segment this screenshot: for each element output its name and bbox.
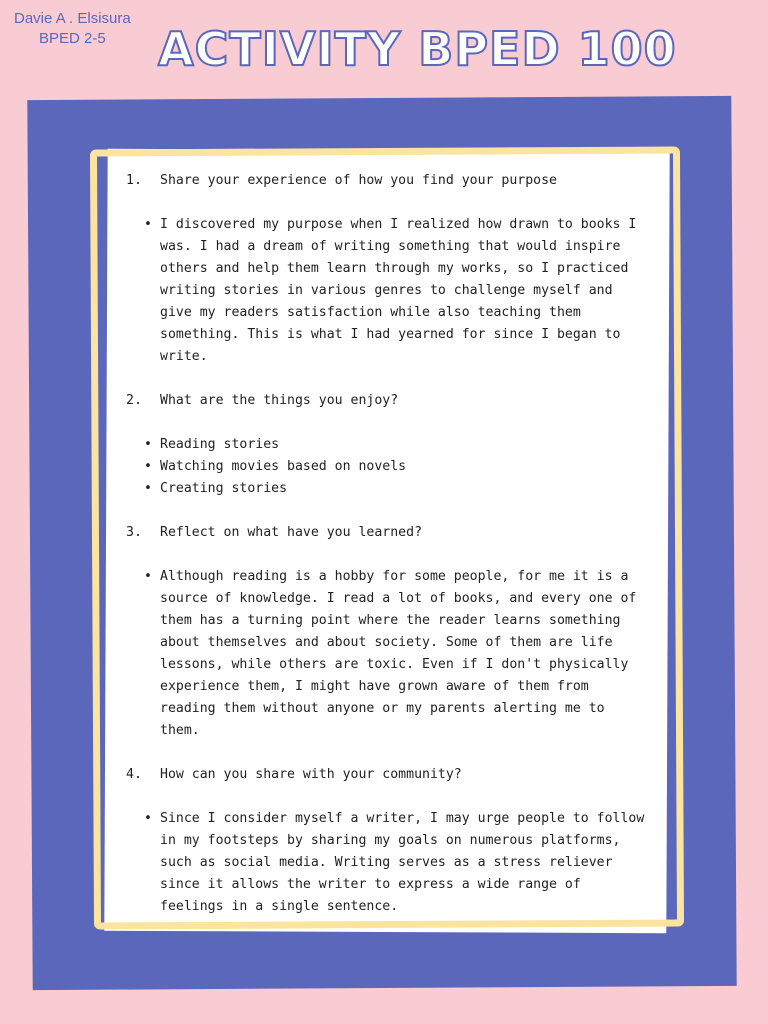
bullet-icon: • (144, 481, 152, 496)
question-number: 1. (126, 173, 142, 188)
bullet-icon: • (144, 459, 152, 474)
list-item (126, 808, 648, 918)
answer-list-3 (126, 566, 648, 742)
question-3 (126, 522, 648, 544)
answer-list-2 (126, 434, 648, 500)
author-section: BPED 2-5 (39, 30, 106, 47)
bullet-icon: • (144, 437, 152, 452)
list-item (126, 566, 648, 742)
list-item (126, 478, 648, 500)
bullet-icon: • (144, 569, 152, 584)
answer-text: Watching movies based on novels (160, 459, 407, 474)
question-text: Share your experience of how you find your purpose (160, 173, 557, 188)
question-4 (126, 764, 648, 786)
question-number: 3. (126, 525, 142, 540)
page-title: ACTIVITY BPED 100 (158, 22, 677, 76)
list-item (126, 434, 648, 456)
list-item (126, 214, 648, 368)
answer-text: Since I consider myself a writer, I may urge people to follow in my footsteps by sharing my goals on numerous platforms, such as social media. Writing serves as a stress reliever since it allows the writer to express a wide range of feelings in a single sentence. (160, 811, 645, 914)
question-number: 2. (126, 393, 142, 408)
list-item (126, 456, 648, 478)
question-2 (126, 390, 648, 412)
question-1 (126, 170, 648, 192)
answer-list-1 (126, 214, 648, 368)
question-number: 4. (126, 767, 142, 782)
answer-text: Creating stories (160, 481, 288, 496)
question-text: What are the things you enjoy? (160, 393, 399, 408)
author-name: Davie A . Elsisura (14, 10, 131, 27)
answer-text: Although reading is a hobby for some people, for me it is a source of knowledge. I read a lot of books, and every one of them has a turning point where the reader learns something about themselves and about society. Some of them are life lessons, while others are toxic. Even if I don't physically experience them, I might have grown aware of them from reading them without anyone or my parents alerting me to them. (160, 569, 637, 738)
author-info (14, 9, 131, 49)
question-text: Reflect on what have you learned? (160, 525, 423, 540)
question-text: How can you share with your community? (160, 767, 462, 782)
bullet-icon: • (144, 811, 152, 826)
activity-content (126, 170, 648, 940)
answer-list-4 (126, 808, 648, 918)
answer-text: I discovered my purpose when I realized how drawn to books I was. I had a dream of writing something that would inspire others and help them learn through my works, so I practiced writing stories in various genres to challenge myself and give my readers satisfaction while also teaching them something. This is what I had yearned for since I began to write. (160, 217, 637, 364)
answer-text: Reading stories (160, 437, 280, 452)
bullet-icon: • (144, 217, 152, 232)
